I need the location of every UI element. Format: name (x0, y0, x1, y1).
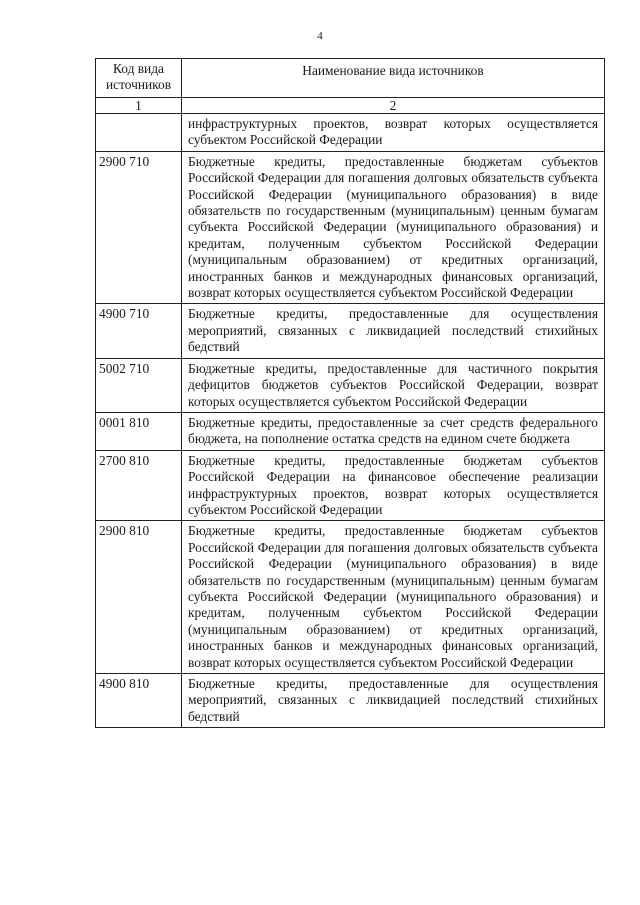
source-name: Бюджетные кредиты, предоставленные за счет средств федерального бюджета, на пополнение остатка средств на едином счете бюджета (182, 412, 605, 450)
table-row (96, 151, 605, 304)
page-number: 4 (317, 30, 323, 42)
source-code: 4900 710 (96, 304, 182, 358)
source-name: Бюджетные кредиты, предоставленные для осуществления мероприятий, связанных с ликвидацией последствий стихийных бедствий (182, 674, 605, 728)
column-number-row (96, 98, 605, 114)
header-code: Код вида источников (96, 59, 182, 98)
column-number: 2 (182, 98, 605, 114)
source-code: 2900 710 (96, 151, 182, 304)
source-code: 5002 710 (96, 358, 182, 412)
header-name: Наименование вида источников (182, 59, 605, 98)
source-code: 2900 810 (96, 521, 182, 674)
source-name: Бюджетные кредиты, предоставленные бюджетам субъектов Российской Федерации на финансовое обеспечение реализации инфраструктурных проектов, возврат которых осуществляется субъектом Российской Федерации (182, 450, 605, 521)
table-row (96, 114, 605, 152)
source-code: 0001 810 (96, 412, 182, 450)
source-code: 2700 810 (96, 450, 182, 521)
source-code: 4900 810 (96, 674, 182, 728)
source-name: Бюджетные кредиты, предоставленные для осуществления мероприятий, связанных с ликвидацией последствий стихийных бедствий (182, 304, 605, 358)
table-row (96, 521, 605, 674)
table-row (96, 674, 605, 728)
table-row (96, 412, 605, 450)
table-row (96, 358, 605, 412)
source-name: Бюджетные кредиты, предоставленные для частичного покрытия дефицитов бюджетов субъектов Российской Федерации, возврат которых осуществляется субъектом Российской Федерации (182, 358, 605, 412)
source-name: инфраструктурных проектов, возврат которых осуществляется субъектом Российской Федерации (182, 114, 605, 152)
source-name: Бюджетные кредиты, предоставленные бюджетам субъектов Российской Федерации для погашения долговых обязательств субъекта Российской Федерации (муниципального образования) в виде обязательств по государственным (муниципальным) ценным бумагам субъекта Российской Федерации (муниципального образования) и кредитам, полученным субъектом Российской Федерации (муниципальным образованием) от кредитных организаций, иностранных банков и международных финансовых организаций, возврат которых осуществляется субъектом Российской Федерации (182, 151, 605, 304)
source-code (96, 114, 182, 152)
column-number: 1 (96, 98, 182, 114)
sources-table (95, 58, 605, 728)
table-header-row (96, 59, 605, 98)
table-row (96, 304, 605, 358)
source-name: Бюджетные кредиты, предоставленные бюджетам субъектов Российской Федерации для погашения долговых обязательств субъекта Российской Федерации (муниципального образования) в виде обязательств по государственным (муниципальным) ценным бумагам субъекта Российской Федерации (муниципального образования) и кредитам, полученным субъектом Российской Федерации (муниципальным образованием) от кредитных организаций, иностранных банков и международных финансовых организаций, возврат которых осуществляется субъектом Российской Федерации (182, 521, 605, 674)
table-row (96, 450, 605, 521)
